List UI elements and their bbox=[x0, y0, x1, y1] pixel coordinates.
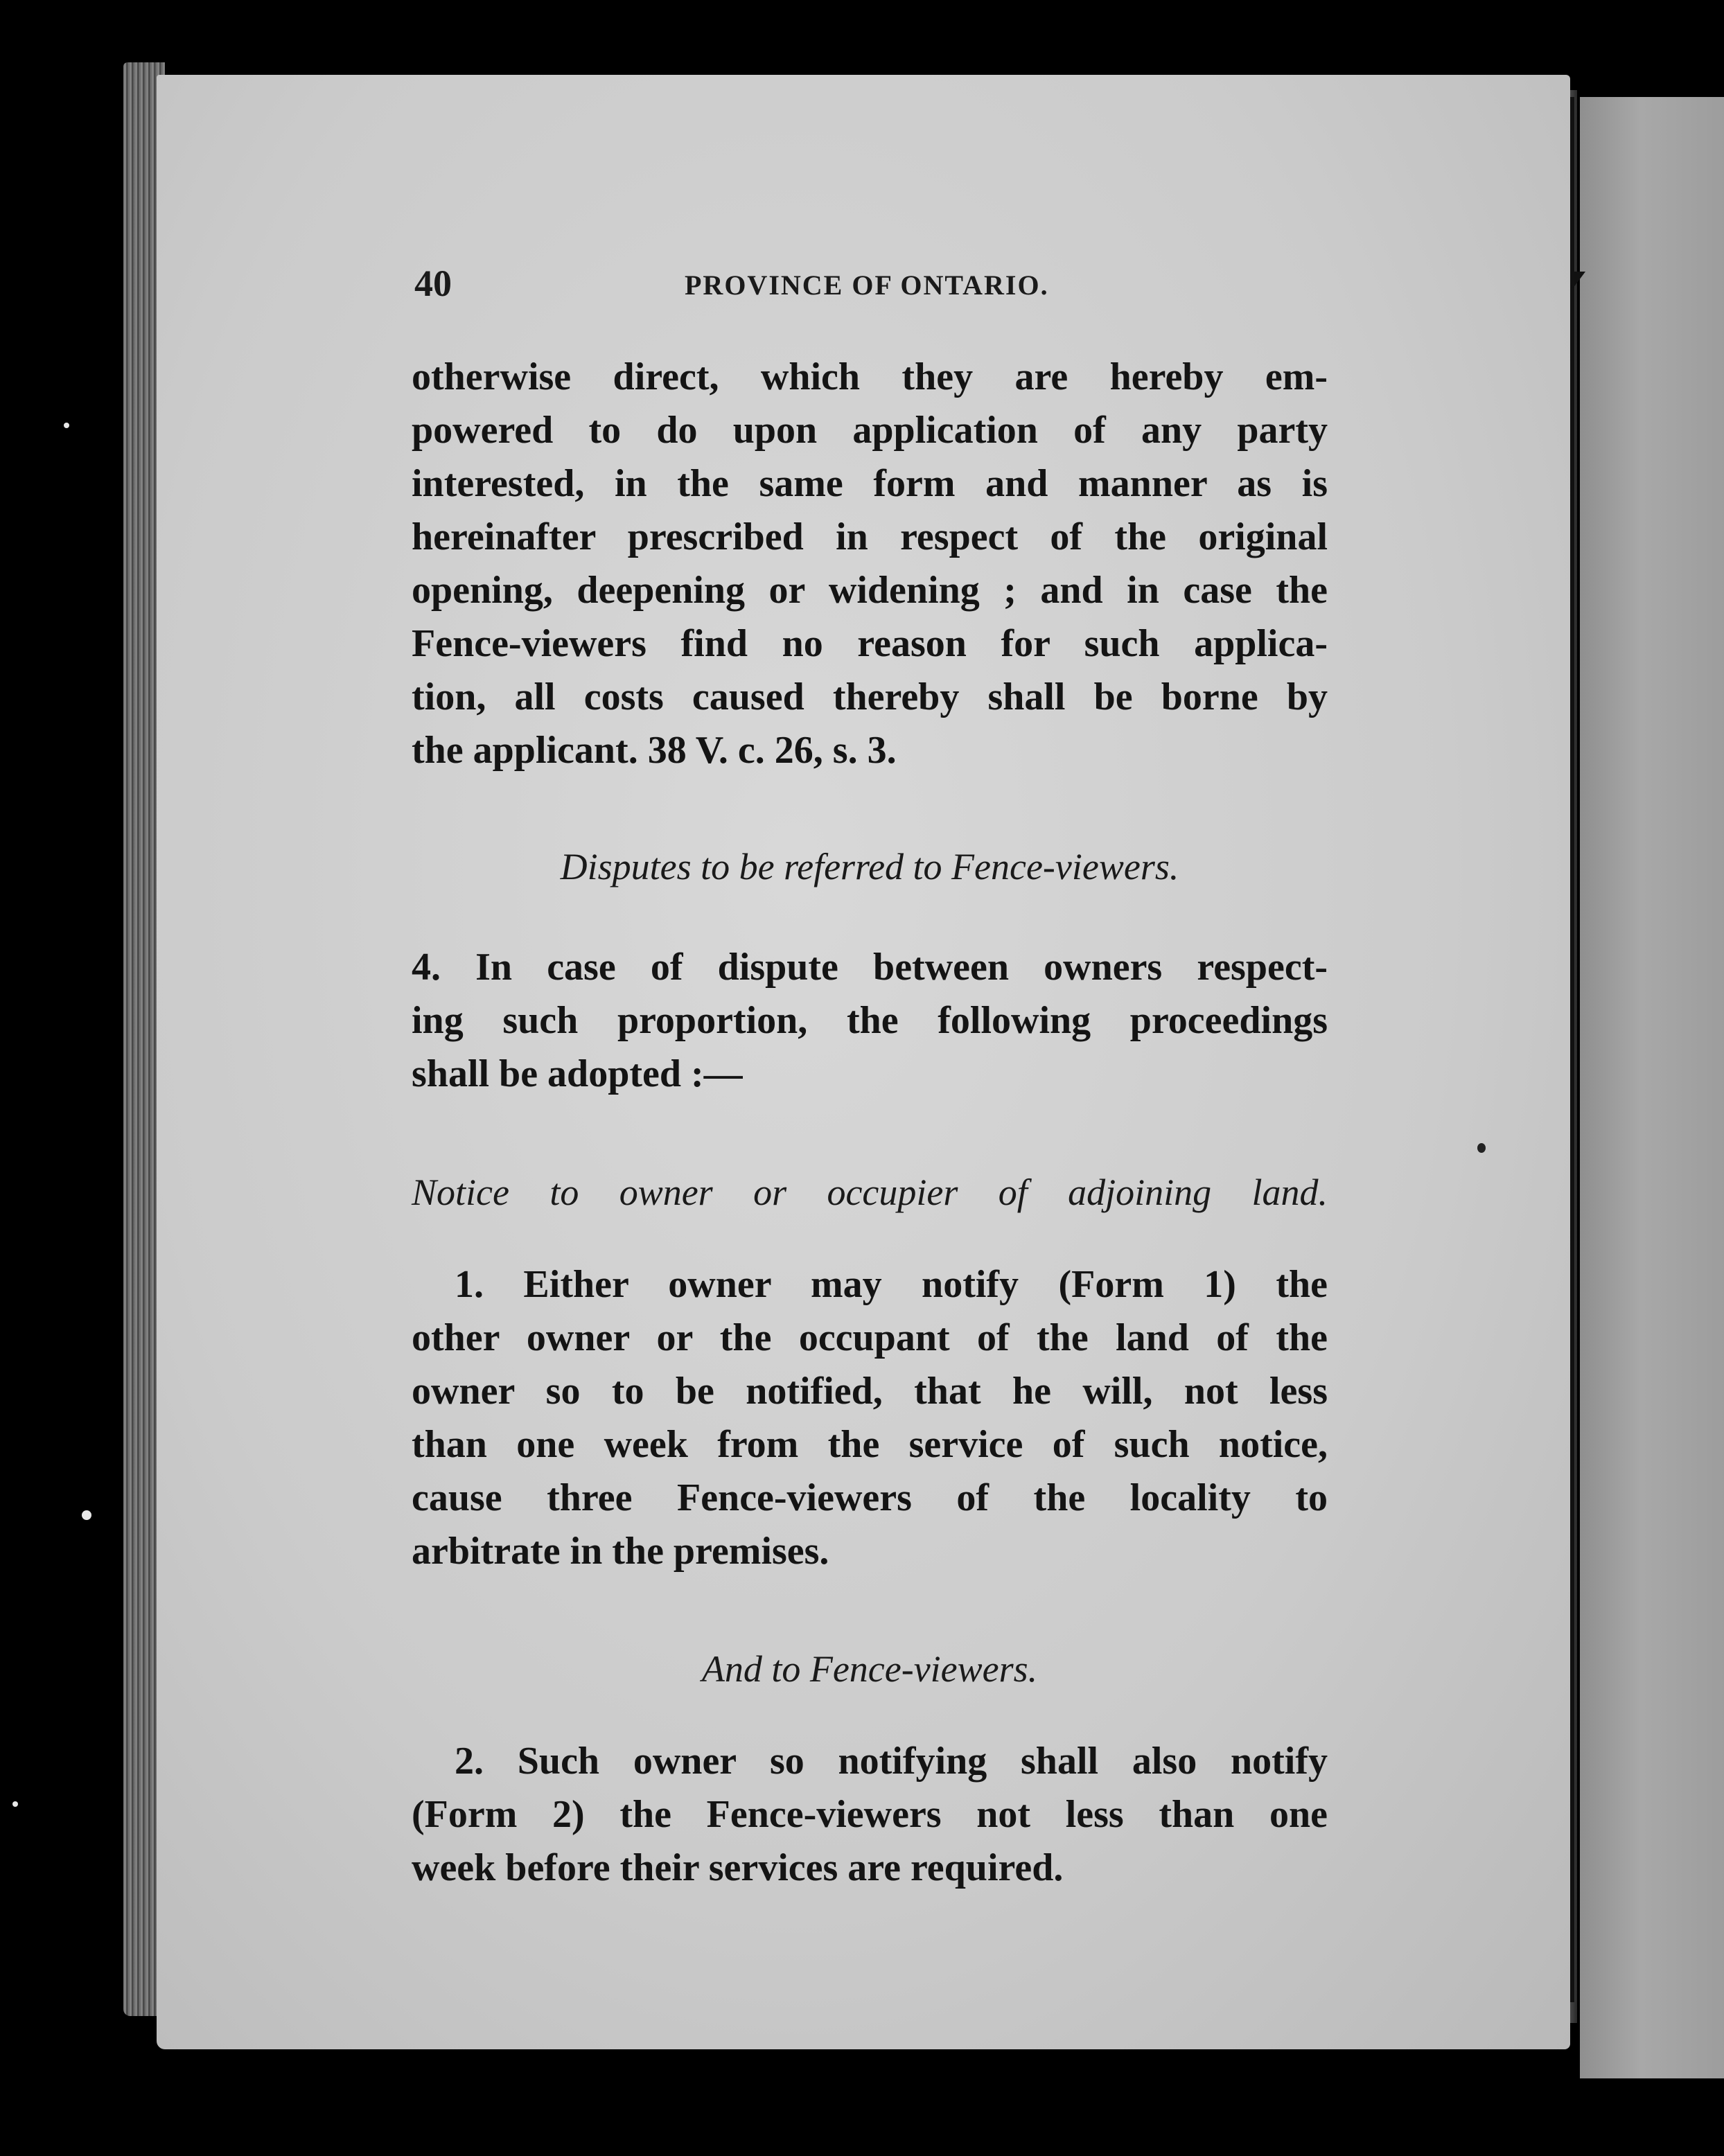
text-line: other owner or the occupant of the land of the bbox=[412, 1316, 1328, 1359]
scan-speck bbox=[64, 423, 69, 428]
running-head-title: PROVINCE OF ONTARIO. bbox=[685, 270, 1049, 301]
text-line: tion, all costs caused thereby shall be borne by bbox=[412, 675, 1328, 718]
intro-paragraph bbox=[412, 351, 1328, 777]
text-line: arbitrate in the premises. bbox=[412, 1530, 829, 1573]
text-line: powered to do upon application of any party bbox=[412, 409, 1328, 452]
section-heading-disputes: Disputes to be referred to Fence-viewers. bbox=[560, 846, 1179, 887]
facing-page-edge bbox=[1580, 97, 1724, 2078]
text-line: owner so to be notified, that he will, not less bbox=[412, 1370, 1328, 1413]
section-4-paragraph bbox=[412, 941, 1328, 1101]
text-line: than one week from the service of such notice, bbox=[412, 1423, 1328, 1466]
text-line: opening, deepening or widening ; and in case the bbox=[412, 569, 1328, 612]
text-line: 2. Such owner so notifying shall also notify bbox=[455, 1740, 1328, 1783]
scan-speck bbox=[1477, 1143, 1486, 1153]
text-line: week before their services are required. bbox=[412, 1846, 1064, 1889]
section-heading-notice: Notice to owner or occupier of adjoining land. bbox=[412, 1172, 1328, 1213]
text-line: ing such proportion, the following proceedings bbox=[412, 999, 1328, 1042]
text-line: (Form 2) the Fence-viewers not less than one bbox=[412, 1793, 1328, 1836]
text-line: hereinafter prescribed in respect of the original bbox=[412, 515, 1328, 558]
scan-speck bbox=[82, 1510, 91, 1520]
text-line: Fence-viewers find no reason for such applica- bbox=[412, 622, 1328, 665]
clause-1-paragraph bbox=[412, 1258, 1328, 1578]
text-line: shall be adopted :— bbox=[412, 1052, 743, 1095]
text-line: the applicant. 38 V. c. 26, s. 3. bbox=[412, 729, 897, 772]
text-line: 1. Either owner may notify (Form 1) the bbox=[455, 1263, 1328, 1306]
text-line: 4. In case of dispute between owners respect- bbox=[412, 946, 1328, 989]
text-line: otherwise direct, which they are hereby em- bbox=[412, 355, 1328, 398]
section-heading-fence-viewers: And to Fence-viewers. bbox=[701, 1648, 1038, 1690]
text-line: interested, in the same form and manner as is bbox=[412, 462, 1328, 505]
page-number: 40 bbox=[414, 263, 452, 304]
text-line: cause three Fence-viewers of the locality to bbox=[412, 1476, 1328, 1519]
scan-speck bbox=[12, 1801, 18, 1807]
clause-2-paragraph bbox=[412, 1735, 1328, 1895]
running-head bbox=[414, 262, 1330, 310]
